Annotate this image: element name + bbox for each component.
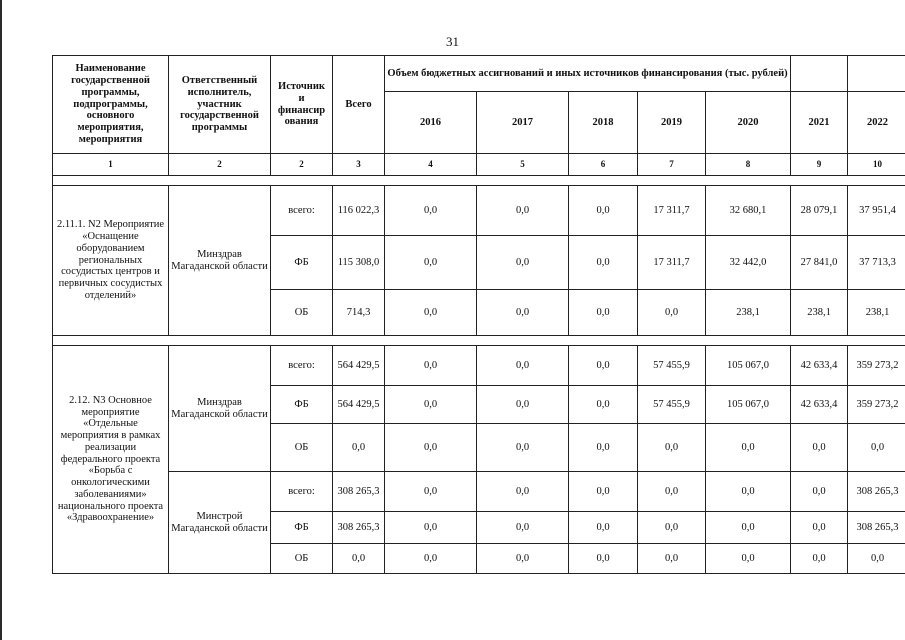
total-value: 115 308,0 [333,236,385,290]
year-2018: 2018 [569,92,638,154]
responsible-executor: Минздрав Магаданской области [169,346,271,472]
year-2022: 2022 [848,92,905,154]
year-value-2018: 0,0 [569,512,638,544]
header-row-1 [53,56,905,92]
year-value-2022: 0,0 [848,424,905,472]
table-row [53,186,905,236]
year-2019: 2019 [638,92,706,154]
col-index: 9 [791,154,848,176]
measure-name: 2.11.1. N2 Мероприятие «Оснащение оборудованием региональных сосудистых центров и первичных сосудистых отделений» [53,186,169,336]
year-value-2016: 0,0 [385,472,477,512]
funding-source: ФБ [271,512,333,544]
year-value-2021: 28 079,1 [791,186,848,236]
year-value-2021: 238,1 [791,290,848,336]
block-gap [53,176,905,186]
total-value: 714,3 [333,290,385,336]
year-value-2020: 0,0 [706,512,791,544]
year-value-2018: 0,0 [569,186,638,236]
year-value-2022: 308 265,3 [848,472,905,512]
year-value-2016: 0,0 [385,512,477,544]
year-value-2020: 32 680,1 [706,186,791,236]
year-value-2021: 0,0 [791,424,848,472]
page-left-edge [0,0,2,640]
year-value-2020: 0,0 [706,544,791,574]
header-blank-2021 [791,56,848,92]
year-value-2017: 0,0 [477,512,569,544]
col-index: 6 [569,154,638,176]
col-index: 2 [169,154,271,176]
header-name: Наименование государственной программы, подпрограммы, основного мероприятия, мероприятия [53,56,169,154]
header-responsible: Ответственный исполнитель, участник государственной программы [169,56,271,154]
responsible-executor: Минстрой Магаданской области [169,472,271,574]
year-value-2021: 42 633,4 [791,386,848,424]
year-value-2017: 0,0 [477,290,569,336]
year-value-2019: 57 455,9 [638,386,706,424]
responsible-executor: Минздрав Магаданской области [169,186,271,336]
year-value-2016: 0,0 [385,544,477,574]
year-value-2019: 0,0 [638,472,706,512]
col-index: 3 [333,154,385,176]
year-value-2022: 37 713,3 [848,236,905,290]
year-value-2018: 0,0 [569,544,638,574]
year-value-2021: 42 633,4 [791,346,848,386]
year-value-2017: 0,0 [477,346,569,386]
year-value-2017: 0,0 [477,386,569,424]
header-source: Источник и финансир ования [271,56,333,154]
year-value-2018: 0,0 [569,472,638,512]
year-value-2020: 105 067,0 [706,386,791,424]
funding-source: ФБ [271,386,333,424]
col-index: 7 [638,154,706,176]
year-value-2019: 0,0 [638,512,706,544]
year-value-2017: 0,0 [477,544,569,574]
year-value-2018: 0,0 [569,424,638,472]
funding-source: ОБ [271,424,333,472]
total-value: 564 429,5 [333,386,385,424]
year-value-2018: 0,0 [569,386,638,424]
year-value-2016: 0,0 [385,346,477,386]
year-value-2017: 0,0 [477,424,569,472]
page-number: 31 [446,34,459,49]
year-value-2019: 0,0 [638,290,706,336]
year-value-2022: 0,0 [848,544,905,574]
year-value-2016: 0,0 [385,424,477,472]
total-value: 308 265,3 [333,512,385,544]
budget-table [52,55,905,574]
total-value: 116 022,3 [333,186,385,236]
year-value-2019: 0,0 [638,544,706,574]
total-value: 564 429,5 [333,346,385,386]
col-index: 5 [477,154,569,176]
year-2017: 2017 [477,92,569,154]
year-value-2022: 359 273,2 [848,346,905,386]
table-row [53,346,905,386]
gap-cell [53,176,905,186]
year-2021: 2021 [791,92,848,154]
funding-source: всего: [271,186,333,236]
year-2020: 2020 [706,92,791,154]
year-value-2020: 32 442,0 [706,236,791,290]
header-total: Всего [333,56,385,154]
year-value-2020: 0,0 [706,472,791,512]
year-value-2021: 0,0 [791,472,848,512]
year-value-2022: 308 265,3 [848,512,905,544]
year-value-2016: 0,0 [385,186,477,236]
total-value: 308 265,3 [333,472,385,512]
year-value-2018: 0,0 [569,236,638,290]
year-value-2019: 17 311,7 [638,186,706,236]
table-row [53,472,905,512]
year-value-2020: 238,1 [706,290,791,336]
year-value-2022: 37 951,4 [848,186,905,236]
col-index: 10 [848,154,905,176]
year-value-2016: 0,0 [385,290,477,336]
col-index: 4 [385,154,477,176]
total-value: 0,0 [333,424,385,472]
col-index: 1 [53,154,169,176]
funding-source: ФБ [271,236,333,290]
gap-cell [53,336,905,346]
year-value-2020: 105 067,0 [706,346,791,386]
year-2016: 2016 [385,92,477,154]
total-value: 0,0 [333,544,385,574]
year-value-2019: 57 455,9 [638,346,706,386]
measure-name: 2.12. N3 Основное мероприятие «Отдельные мероприятия в рамках реализации федерального проекта «Борьба с онкологическими заболеваниями» национального проекта «Здравоохранение» [53,346,169,574]
year-value-2016: 0,0 [385,236,477,290]
year-value-2017: 0,0 [477,186,569,236]
year-value-2016: 0,0 [385,386,477,424]
header-blank-2022 [848,56,905,92]
year-value-2022: 238,1 [848,290,905,336]
funding-source: всего: [271,346,333,386]
funding-source: ОБ [271,290,333,336]
col-index: 2 [271,154,333,176]
year-value-2021: 27 841,0 [791,236,848,290]
year-value-2017: 0,0 [477,472,569,512]
funding-source: ОБ [271,544,333,574]
year-value-2018: 0,0 [569,346,638,386]
year-value-2020: 0,0 [706,424,791,472]
block-gap [53,336,905,346]
col-index: 8 [706,154,791,176]
year-value-2021: 0,0 [791,544,848,574]
year-value-2019: 0,0 [638,424,706,472]
year-value-2017: 0,0 [477,236,569,290]
year-value-2019: 17 311,7 [638,236,706,290]
year-value-2021: 0,0 [791,512,848,544]
year-value-2022: 359 273,2 [848,386,905,424]
year-value-2018: 0,0 [569,290,638,336]
header-group-title: Объем бюджетных ассигнований и иных источников финансирования (тыс. рублей) [385,56,791,92]
funding-source: всего: [271,472,333,512]
column-index-row [53,154,905,176]
